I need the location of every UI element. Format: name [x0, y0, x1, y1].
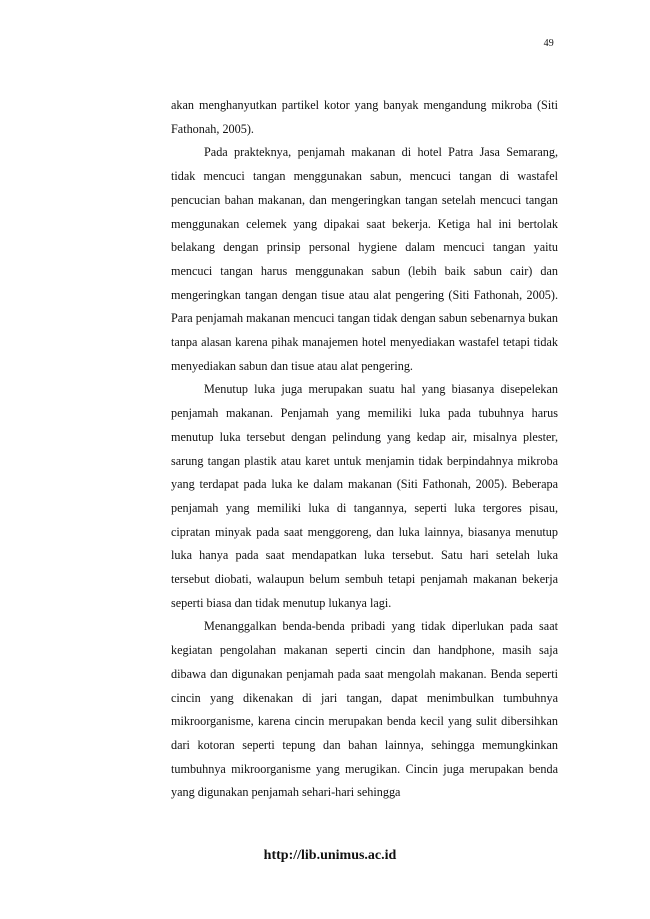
page-number: 49 — [543, 38, 554, 49]
paragraph-continuation: akan menghanyutkan partikel kotor yang banyak mengandung mikroba (Siti Fathonah, 2005). — [171, 98, 558, 136]
paragraph-personal-items: Menanggalkan benda-benda pribadi yang tidak diperlukan pada saat kegiatan pengolahan makanan seperti cincin dan handphone, masih saja dibawa dan digunakan penjamah pada saat mengolah makanan. Benda seperti cincin yang dikenakan di jari tangan, dapat menimbulkan tumbuhnya mikroorganisme, karena cincin merupakan benda kecil yang sulit dibersihkan dari kotoran seperti tepung dan bahan lainnya, sehingga memungkinkan tumbuhnya mikroorganisme yang merugikan. Cincin juga merupakan benda yang digunakan penjamah sehari-hari sehingga — [171, 619, 558, 800]
body-text — [171, 94, 558, 805]
paragraph-handwashing: Pada prakteknya, penjamah makanan di hotel Patra Jasa Semarang, tidak mencuci tangan menggunakan sabun, mencuci tangan di wastafel pencucian bahan makanan, dan mengeringkan tangan setelah mencuci tangan menggunakan celemek yang dipakai saat bekerja. Ketiga hal ini bertolak belakang dengan prinsip personal hygiene dalam mencuci tangan yaitu mencuci tangan harus menggunakan sabun (lebih baik sabun cair) dan mengeringkan tangan dengan tisue atau alat pengering (Siti Fathonah, 2005). Para penjamah makanan mencuci tangan tidak dengan sabun sebenarnya bukan tanpa alasan karena pihak manajemen hotel menyediakan wastafel tetapi tidak menyediakan sabun dan tisue atau alat pengering. — [171, 145, 558, 373]
paragraph-wound-covering: Menutup luka juga merupakan suatu hal yang biasanya disepelekan penjamah makanan. Penjamah yang memiliki luka pada tubuhnya harus menutup luka tersebut dengan pelindung yang kedap air, misalnya plester, sarung tangan plastik atau karet untuk menjamin tidak berpindahnya mikroba yang terdapat pada luka ke dalam makanan (Siti Fathonah, 2005). Beberapa penjamah yang memiliki luka di tangannya, seperti luka tergores pisau, cipratan minyak pada saat menggoreng, dan luka lainnya, biasanya menutup luka hanya pada saat mendapatkan luka tersebut. Satu hari setelah luka tersebut diobati, walaupun belum sembuh tetapi penjamah makanan bekerja seperti biasa dan tidak menutup lukanya lagi. — [171, 382, 558, 610]
footer-url: http://lib.unimus.ac.id — [263, 848, 397, 863]
